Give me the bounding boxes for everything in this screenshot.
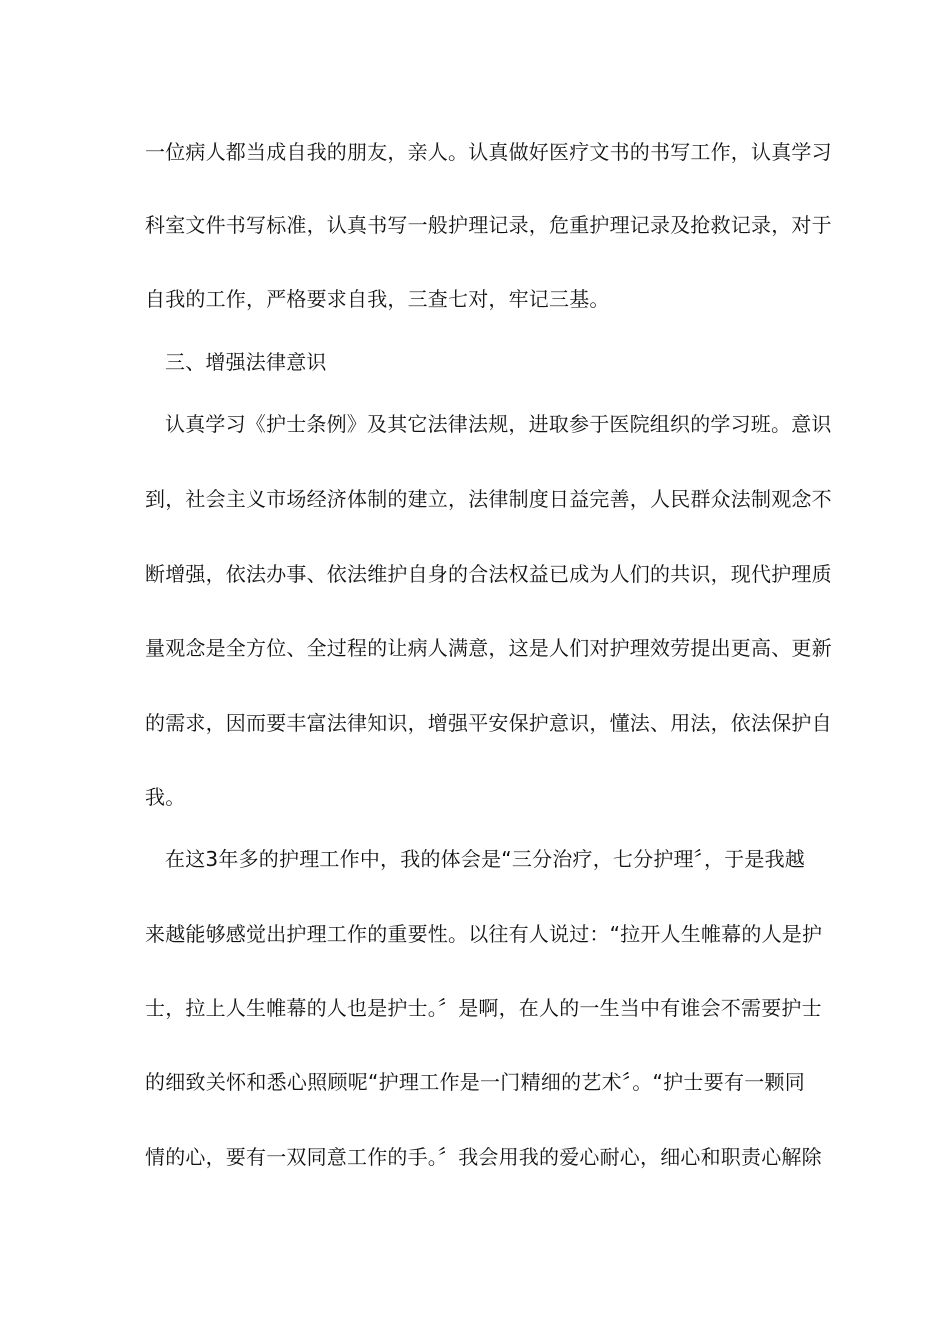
paragraph-line: 科室文件书写标准，认真书写一般护理记录，危重护理记录及抢救记录，对于	[145, 213, 832, 237]
paragraph-line: 在这3年多的护理工作中，我的体会是“三分治疗，七分护理〞，于是我越	[165, 847, 805, 871]
paragraph-line: 到，社会主义市场经济体制的建立，法律制度日益完善，人民群众法制观念不	[145, 487, 832, 511]
paragraph-line: 我。	[145, 785, 186, 809]
paragraph-line: 量观念是全方位、全过程的让病人满意，这是人们对护理效劳提出更高、更新	[145, 636, 832, 660]
paragraph-line: 一位病人都当成自我的朋友，亲人。认真做好医疗文书的书写工作，认真学习	[145, 140, 832, 164]
paragraph-line: 认真学习《护士条例》及其它法律法规，进取参于医院组织的学习班。意识	[165, 412, 832, 436]
paragraph-line: 来越能够感觉出护理工作的重要性。以往有人说过：“拉开人生帷幕的人是护	[145, 922, 823, 946]
paragraph-line: 的细致关怀和悉心照顾呢“护理工作是一门精细的艺术〞。“护士要有一颗同	[145, 1070, 805, 1094]
section-heading: 三、增强法律意识	[165, 350, 327, 374]
paragraph-line: 自我的工作，严格要求自我，三查七对，牢记三基。	[145, 287, 610, 311]
paragraph-line: 断增强，依法办事、依法维护自身的合法权益已成为人们的共识，现代护理质	[145, 562, 832, 586]
paragraph-line: 的需求，因而要丰富法律知识，增强平安保护意识，懂法、用法，依法保护自	[145, 711, 832, 735]
paragraph-line: 情的心，要有一双同意工作的手。〞我会用我的爱心耐心，细心和职责心解除	[145, 1145, 822, 1169]
paragraph-line: 士，拉上人生帷幕的人也是护士。〞是啊，在人的一生当中有谁会不需要护士	[145, 996, 822, 1020]
